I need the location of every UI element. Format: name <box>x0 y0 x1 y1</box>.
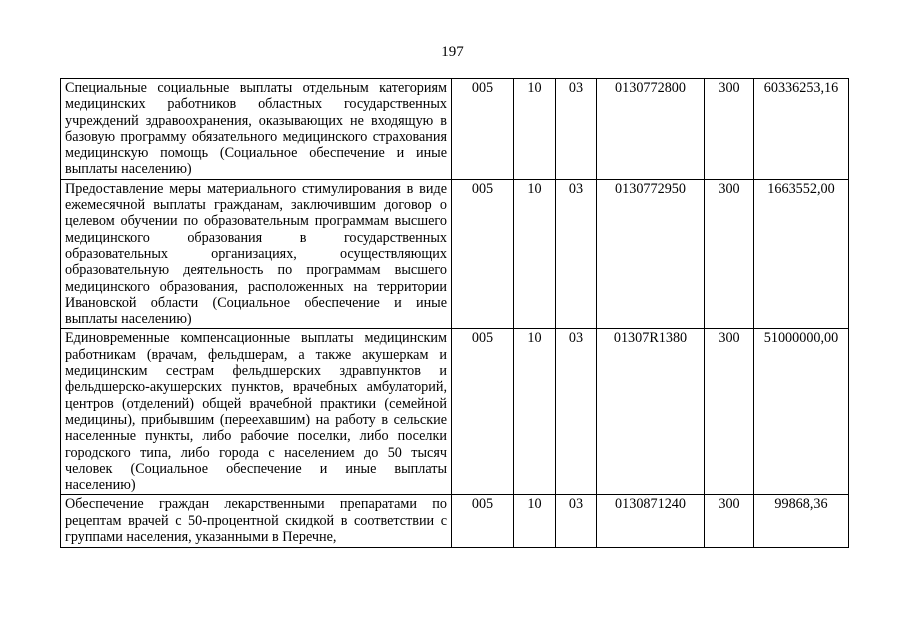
amount: 1663552,00 <box>754 179 849 329</box>
amount: 99868,36 <box>754 495 849 548</box>
ministry-code: 005 <box>452 79 514 180</box>
subsection-code: 03 <box>556 179 597 329</box>
target-article-code: 0130772800 <box>597 79 705 180</box>
table-row <box>61 179 849 329</box>
expense-type-code: 300 <box>705 79 754 180</box>
section-code: 10 <box>514 329 556 495</box>
amount: 60336253,16 <box>754 79 849 180</box>
expense-type-code: 300 <box>705 495 754 548</box>
row-description: Предоставление меры материального стимулирования в виде ежемесячной выплаты гражданам, заключившим договор о целевом обучении по образовательным программам высшего медицинского образования в государственных образовательных организациях, осуществляющих образовательную деятельность по программам высшего медицинского образования, расположенных на территории Ивановской области (Социальное обеспечение и иные выплаты населению) <box>61 179 452 329</box>
subsection-code: 03 <box>556 329 597 495</box>
row-description: Специальные социальные выплаты отдельным категориям медицинских работников областных государственных учреждений здравоохранения, оказывающих не входящую в базовую программу обязательного медицинского страхования медицинскую помощь (Социальное обеспечение и иные выплаты населению) <box>61 79 452 180</box>
subsection-code: 03 <box>556 79 597 180</box>
table-row <box>61 329 849 495</box>
section-code: 10 <box>514 495 556 548</box>
row-description: Единовременные компенсационные выплаты медицинским работникам (врачам, фельдшерам, а также акушеркам и медицинским сестрам фельдшерских здравпунктов и фельдшерско-акушерских пунктов, врачебных амбулаторий, центров (отделений) общей врачебной практики (семейной медицины), прибывшим (переехавшим) на работу в сельские населенные пункты, либо рабочие поселки, либо поселки городского типа, либо города с населением до 50 тысяч человек (Социальное обеспечение и иные выплаты населению) <box>61 329 452 495</box>
target-article-code: 0130871240 <box>597 495 705 548</box>
table-row <box>61 79 849 180</box>
target-article-code: 01307R1380 <box>597 329 705 495</box>
budget-table <box>60 78 849 548</box>
target-article-code: 0130772950 <box>597 179 705 329</box>
section-code: 10 <box>514 79 556 180</box>
row-description: Обеспечение граждан лекарственными препаратами по рецептам врачей с 50-процентной скидкой в соответствии с группами населения, указанными в Перечне, <box>61 495 452 548</box>
section-code: 10 <box>514 179 556 329</box>
ministry-code: 005 <box>452 179 514 329</box>
amount: 51000000,00 <box>754 329 849 495</box>
expense-type-code: 300 <box>705 179 754 329</box>
expense-type-code: 300 <box>705 329 754 495</box>
ministry-code: 005 <box>452 495 514 548</box>
ministry-code: 005 <box>452 329 514 495</box>
table-row <box>61 495 849 548</box>
page-number: 197 <box>441 44 464 60</box>
subsection-code: 03 <box>556 495 597 548</box>
